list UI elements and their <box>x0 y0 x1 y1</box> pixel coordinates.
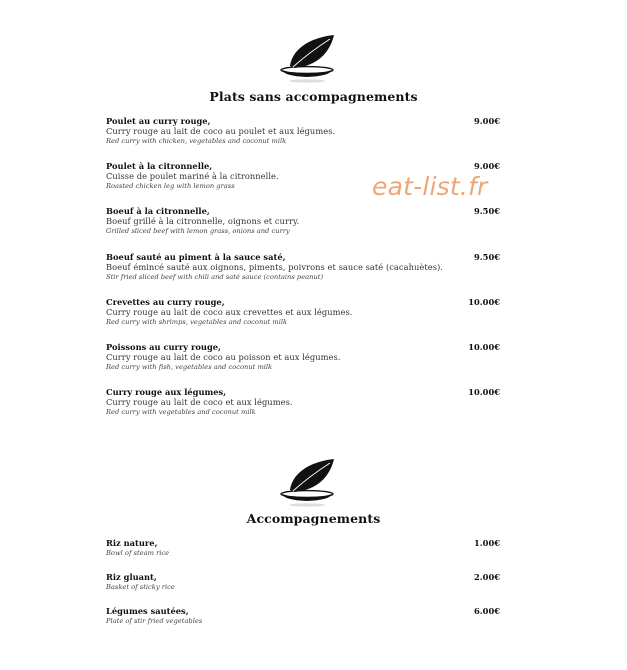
item-name: Riz nature, <box>106 538 158 548</box>
section-title-main-dishes: Plats sans accompagnements <box>209 89 418 104</box>
item-description-en: Plate of stir fried vegetables <box>106 617 203 625</box>
item-price: 6.00€ <box>474 606 500 616</box>
item-description-fr: Curry rouge au lait de coco au poulet et aux légumes. <box>106 126 336 136</box>
item-name: Boeuf à la citronnelle, <box>106 206 210 216</box>
item-description-fr: Curry rouge au lait de coco aux crevettes et aux légumes. <box>106 307 353 317</box>
item-description-en: Red curry with vegetables and coconut milk <box>106 408 256 416</box>
item-name: Riz gluant, <box>106 572 157 582</box>
item-description-en: Bowl of steam rice <box>106 549 170 557</box>
item-price: 9.50€ <box>474 206 500 216</box>
item-name: Crevettes au curry rouge, <box>106 297 225 307</box>
item-description-fr: Curry rouge au lait de coco et aux légumes. <box>106 397 293 407</box>
item-description-fr: Curry rouge au lait de coco au poisson et aux légumes. <box>106 352 341 362</box>
item-description-fr: Boeuf grillé à la citronnelle, oignons et curry. <box>106 216 300 226</box>
menu-item <box>106 538 501 558</box>
item-price: 9.00€ <box>474 116 500 126</box>
item-description-en: Grilled sliced beef with lemon grass, onions and curry <box>106 227 290 235</box>
item-price: 10.00€ <box>468 297 500 307</box>
item-price: 2.00€ <box>474 572 500 582</box>
menu-item <box>106 252 501 282</box>
item-description-en: Red curry with shrimps, vegetables and coconut milk <box>106 318 288 326</box>
item-price: 9.00€ <box>474 161 500 171</box>
item-description-en: Roasted chicken leg with lemon grass <box>106 182 235 190</box>
menu-item <box>106 606 501 626</box>
item-name: Poissons au curry rouge, <box>106 342 221 352</box>
menu-item <box>106 116 501 146</box>
item-description-en: Basket of sticky rice <box>106 583 175 591</box>
item-name: Poulet au curry rouge, <box>106 116 211 126</box>
item-description-fr: Boeuf émincé sauté aux oignons, piments, poivrons et sauce saté (cacahuètes). <box>106 262 443 272</box>
menu-item <box>106 206 501 236</box>
item-price: 10.00€ <box>468 342 500 352</box>
item-price: 10.00€ <box>468 387 500 397</box>
item-name: Curry rouge aux légumes, <box>106 387 227 397</box>
item-name: Poulet à la citronnelle, <box>106 161 213 171</box>
item-name: Boeuf sauté au piment à la sauce saté, <box>106 252 286 262</box>
section-title-sides: Accompagnements <box>246 511 381 526</box>
watermark-text: eat-list.fr <box>372 172 488 201</box>
menu-item <box>106 342 501 372</box>
menu-item <box>106 297 501 327</box>
item-price: 9.50€ <box>474 252 500 262</box>
leaf-bowl-icon <box>272 32 342 84</box>
item-description-en: Red curry with chicken, vegetables and coconut milk <box>106 137 287 145</box>
item-description-en: Stir fried sliced beef with chili and saté sauce (contains peanut) <box>106 273 324 281</box>
menu-item <box>106 387 501 417</box>
item-description-en: Red curry with fish, vegetables and coconut milk <box>106 363 273 371</box>
leaf-bowl-icon <box>272 456 342 508</box>
item-name: Légumes sautées, <box>106 606 189 616</box>
item-price: 1.00€ <box>474 538 500 548</box>
menu-item <box>106 572 501 592</box>
item-description-fr: Cuisse de poulet mariné à la citronnelle. <box>106 171 279 181</box>
